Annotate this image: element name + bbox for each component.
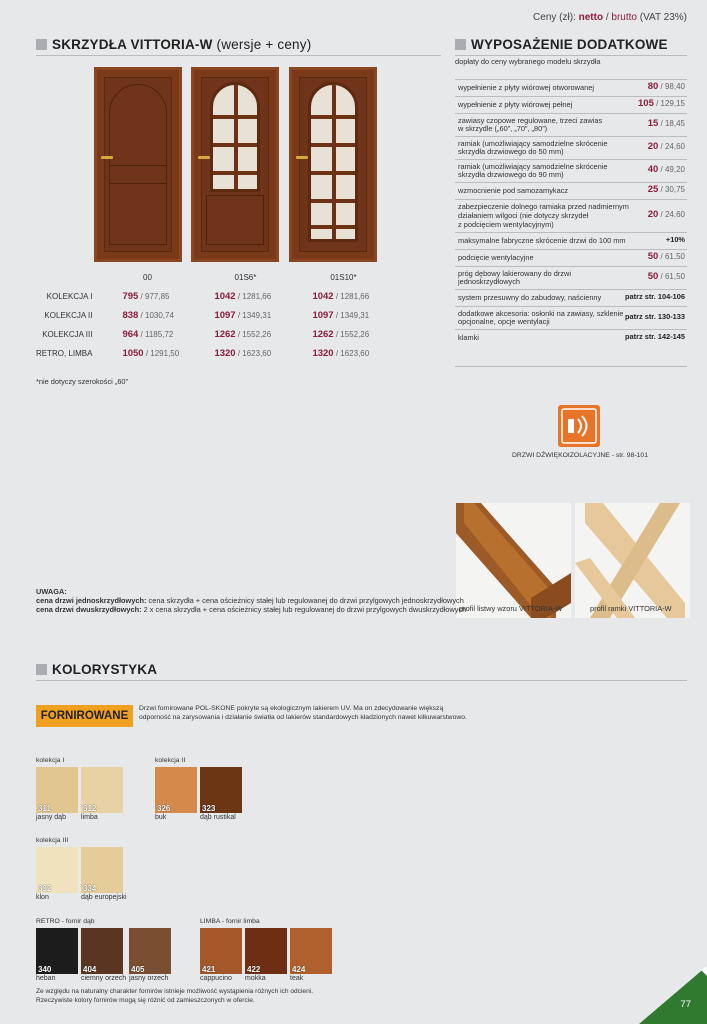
accessory-row: [455, 289, 687, 306]
accessory-label: [458, 237, 626, 246]
swatch-code: 323: [202, 804, 216, 813]
net-price: 795: [122, 291, 139, 302]
page-number: 77: [680, 999, 691, 1010]
colors-disclaimer: [36, 988, 313, 1005]
accessory-label-line: opcjonalne, opcje wentylacji: [458, 317, 550, 327]
profile-strip-caption: profil listwy wzoru VITTORIA-W: [459, 604, 563, 613]
price-legend-slash: /: [603, 12, 612, 23]
net-price: 105: [638, 98, 654, 109]
net-price: 15: [647, 118, 659, 129]
door-image-01s6: [191, 67, 279, 262]
swatch-color: [129, 928, 171, 974]
door-leaves-title-text: SKRZYDŁA VITTORIA-W: [52, 37, 213, 52]
section-square-icon: [455, 39, 466, 50]
left-title-divider: [36, 55, 441, 56]
net-price: 1042: [312, 291, 334, 302]
swatch-code: 311: [38, 804, 51, 813]
net-price: 80: [647, 81, 659, 92]
notes: [36, 587, 466, 615]
swatch-color: [36, 847, 78, 893]
swatch-group-label: RETRO - fornir dąb: [36, 918, 95, 925]
model-00: 00: [143, 273, 152, 282]
accessory-label: [458, 310, 623, 328]
swatch-name: klon: [36, 894, 49, 901]
disclaimer-line1: Ze względu na naturalny charakter fornirów istnieje możliwość wystąpienia różnych ich odcieni.: [36, 988, 314, 995]
gross-price: 1281,66: [340, 292, 370, 301]
accessory-label-line: maksymalne fabryczne skrócenie drzwi do 100 mm: [458, 236, 626, 246]
swatch-group: [36, 837, 127, 901]
door-handle-icon: [296, 156, 308, 159]
model-01s6: 01S6*: [234, 273, 257, 282]
accessory-label-line: wypełnienie z płyty wiórowej otworowanej: [458, 83, 594, 93]
accessory-label-line: zawiasy czopowe regulowane, trzeci zawias: [458, 115, 603, 125]
accessory-label-line: skrzydła drzwiowego do 50 mm): [458, 147, 564, 157]
accessories-title-text: WYPOSAŻENIE DODATKOWE: [471, 37, 668, 52]
swatch-name: mokka: [245, 975, 266, 982]
swatch-item: [200, 767, 242, 821]
swatch-color: [200, 767, 242, 813]
gross-price: 1030,74: [145, 311, 174, 320]
note-double-text: 2 x cena skrzydła + cena ościeżnicy stałej lub regulowanej do drzwi przylgowych dwuskrzydłowych: [141, 605, 467, 615]
swatch-name: buk: [155, 814, 167, 821]
accessory-price: 50 / 61,50: [647, 251, 685, 262]
colors-title: [36, 662, 157, 677]
door-image-00: [94, 67, 182, 262]
swatch-group: [155, 757, 242, 821]
note-single-text: cena skrzydła + cena ościeżnicy stałej lub regulowanej do drzwi przylgowych jednoskrzydłowych: [146, 596, 464, 606]
door-footnote: *nie dotyczy szerokości „60”: [36, 377, 129, 386]
gross-price: 129,15: [660, 99, 685, 108]
swatch-color: [290, 928, 332, 974]
accessory-label: [458, 187, 568, 196]
swatch-code: 405: [131, 965, 145, 974]
swatch-name: cappucino: [200, 975, 232, 982]
accessory-label: [458, 101, 572, 110]
accessory-price-text: +10%: [665, 235, 685, 244]
accessory-row: [455, 182, 687, 199]
accessory-price: 25 / 30,75: [647, 184, 685, 195]
swatch-group-label: kolekcja III: [36, 837, 69, 844]
door-image-01s10: [289, 67, 377, 262]
swatch-item: [245, 928, 287, 982]
accessory-label: [458, 294, 601, 303]
veneered-desc-line2: odporność na zarysowania i działanie światła od lakierów standardowych kładzionych nawet kilkuwarstwowo.: [139, 714, 467, 721]
swatch-color: [81, 928, 123, 974]
swatch-color: [200, 928, 242, 974]
accessories-bottom-divider: [455, 366, 687, 367]
swatch-item: [290, 928, 332, 982]
accessory-label-line: system przesuwny do zabudowy, naścienny: [458, 293, 602, 303]
notes-title: UWAGA:: [36, 587, 67, 596]
gross-price: 49,20: [664, 165, 685, 174]
section-square-icon: [36, 664, 47, 675]
accessory-price: 40 / 49,20: [647, 164, 685, 175]
swatch-item: [36, 928, 78, 982]
row-label: KOLEKCJA I: [46, 292, 93, 301]
accessory-price: 80 / 98,40: [647, 81, 685, 92]
swatch-code: 312: [83, 804, 97, 813]
profile-frame-caption: profil ramki VITTORIA-W: [590, 604, 672, 613]
accessory-price: 20 / 24,60: [647, 209, 685, 220]
price-legend-brutto: brutto: [611, 12, 637, 23]
swatch-item: [155, 767, 197, 821]
veneered-badge: FORNIROWANE: [36, 705, 133, 727]
gross-price: 1349,31: [340, 311, 370, 320]
net-price: 50: [647, 251, 659, 262]
door-leaves-title: [36, 37, 311, 52]
right-title-divider: [455, 55, 687, 56]
accessory-row: [455, 232, 687, 249]
accessory-label: [458, 117, 602, 135]
gross-price: 1281,66: [242, 292, 272, 301]
door-bottom-panel: [109, 165, 167, 245]
accessory-price-text: patrz str. 130-133: [625, 312, 685, 321]
accessory-label: [458, 334, 479, 343]
swatch-item: [200, 928, 242, 982]
gross-price: 1349,31: [242, 311, 272, 320]
swatch-item: [81, 767, 123, 821]
door-bottom-panel: [206, 195, 264, 245]
accessory-price: 15 / 18,45: [647, 118, 685, 129]
table-row: RETRO, LIMBA 1050 / 1291,50 1320 / 1623,60 1320 / 1623,60: [36, 344, 392, 363]
net-price: 964: [122, 329, 139, 340]
net-price: 1320: [214, 348, 236, 359]
gross-price: 1623,60: [242, 349, 272, 358]
accessory-label-line: klamki: [458, 333, 479, 343]
table-row: KOLEKCJA I 795 / 977,85 1042 / 1281,66 1042 / 1281,66: [36, 287, 392, 306]
swatch-group-label: kolekcja I: [36, 757, 65, 764]
gross-price: 18,45: [664, 119, 685, 128]
accessory-label-line: w skrzydle („60”, „70”, „80”): [458, 124, 548, 134]
accessory-row: [455, 306, 687, 329]
door-glass: [210, 82, 260, 192]
gross-price: 61,50: [664, 252, 685, 261]
accessory-row: [455, 199, 687, 232]
accessory-row: [455, 79, 687, 96]
accessory-label: [458, 140, 608, 158]
accessory-price-text: patrz str. 104-106: [625, 292, 685, 301]
swatch-name: heban: [36, 975, 56, 982]
swatch-code: 334: [83, 884, 97, 893]
swatch-name: teak: [290, 975, 304, 982]
accessory-label-line: ramiak (umożliwiający samodzielne skrócenie: [458, 161, 608, 171]
swatch-group: [36, 918, 171, 982]
accessory-label-line: dodatkowe akcesoria: osłonki na zawiasy, szklenie: [458, 308, 624, 318]
net-price: 1320: [312, 348, 334, 359]
accessory-label-line: skrzydła drzwiowego do 90 mm): [458, 170, 564, 180]
colors-title-divider: [36, 680, 687, 681]
net-price: 20: [647, 209, 659, 220]
swatch-group: [200, 918, 332, 982]
swatch-color: [36, 928, 78, 974]
swatch-name: ciemny orzech: [81, 975, 127, 982]
accessory-row: [455, 96, 687, 113]
swatch-item: [36, 847, 78, 901]
gross-price: 24,60: [664, 210, 685, 219]
accessory-price: [666, 236, 685, 245]
swatch-color: [245, 928, 287, 974]
accessory-price: 50 / 61,50: [647, 271, 685, 282]
swatch-group: [36, 757, 123, 821]
gross-price: 30,75: [664, 185, 685, 194]
accessory-label: [458, 203, 629, 229]
accessory-price: [625, 333, 685, 342]
accessory-price-text: patrz str. 142-145: [625, 332, 685, 341]
swatch-color: [36, 767, 78, 813]
net-price: 838: [122, 310, 139, 321]
section-square-icon: [36, 39, 47, 50]
soundproof-icon: [558, 405, 600, 447]
accessory-label-line: ramiak (umożliwiający samodzielne skrócenie: [458, 138, 608, 148]
swatch-code: 340: [38, 965, 52, 974]
accessory-label-line: z podcięciem wentylacyjnym): [458, 219, 554, 229]
net-price: 1262: [312, 329, 334, 340]
net-price: 20: [647, 141, 659, 152]
accessory-label: [458, 270, 571, 288]
door-handle-icon: [101, 156, 113, 159]
row-label: KOLEKCJA III: [42, 330, 93, 339]
gross-price: 977,85: [145, 292, 170, 301]
net-price: 50: [647, 271, 659, 282]
door-leaves-subtitle: (wersje + ceny): [216, 37, 312, 52]
swatch-item: [129, 928, 171, 982]
accessory-row: [455, 266, 687, 289]
swatch-code: 404: [83, 965, 97, 974]
accessory-price: [625, 313, 685, 322]
net-price: 1097: [214, 310, 236, 321]
gross-price: 61,50: [664, 272, 685, 281]
veneered-description: [139, 704, 467, 722]
accessory-label: [458, 163, 608, 181]
swatch-group-label: kolekcja II: [155, 757, 186, 764]
table-row: KOLEKCJA III 964 / 1185,72 1262 / 1552,26 1262 / 1552,26: [36, 325, 392, 344]
accessory-row: [455, 159, 687, 182]
page-corner: [639, 966, 707, 1024]
swatch-item: [81, 928, 126, 982]
swatch-code: 421: [202, 965, 216, 974]
net-price: 25: [647, 184, 659, 195]
veneered-desc-line1: Drzwi fornirowane POL-SKONE pokryte są ekologicznym lakierem UV. Ma on zdecydowanie większą: [139, 705, 444, 712]
net-price: 1050: [122, 348, 144, 359]
swatch-name: jasny orzech: [129, 975, 169, 982]
swatch-item: [36, 767, 78, 821]
net-price: 1097: [312, 310, 334, 321]
disclaimer-line2: Rzeczywiste kolory fornirów mogą się różnić od zamieszczonych w ofercie.: [36, 996, 255, 1004]
swatch-group-label: LIMBA - fornir limba: [200, 918, 260, 925]
swatch-color: [81, 847, 123, 893]
accessory-label-line: wzmocnienie pod samozamykacz: [458, 186, 569, 196]
gross-price: 1291,50: [150, 349, 180, 358]
swatch-code: 332: [38, 884, 52, 893]
accessory-label-line: wypełnienie z płyty wiórowej pełnej: [458, 100, 573, 110]
accessory-price: 105 / 129,15: [638, 98, 685, 109]
accessory-row: [455, 113, 687, 136]
model-01s10: 01S10*: [330, 273, 357, 282]
accessory-price: [625, 293, 685, 302]
row-label: RETRO, LIMBA: [36, 349, 93, 358]
profile-frame-image: [575, 503, 690, 618]
swatch-code: 326: [157, 804, 171, 813]
accessory-label: [458, 254, 534, 263]
swatch-name: jasny dąb: [36, 814, 66, 821]
accessory-label: [458, 84, 594, 93]
accessories-title: [455, 37, 668, 52]
door-glass: [308, 82, 358, 242]
net-price: 1262: [214, 329, 236, 340]
net-price: 40: [647, 164, 659, 175]
price-legend-prefix: Ceny (zł):: [533, 12, 579, 23]
gross-price: 98,40: [664, 82, 685, 91]
door-handle-icon: [198, 156, 210, 159]
swatch-color: [155, 767, 197, 813]
swatch-item: [81, 847, 127, 901]
accessory-row: [455, 329, 687, 346]
note-double-bold: cena drzwi dwuskrzydłowych:: [36, 605, 142, 615]
accessory-label-line: działaniem wilgoci (nie dotyczy skrzydeł: [458, 211, 589, 221]
price-legend: [533, 12, 687, 23]
swatch-name: dąb rustikal: [200, 814, 236, 821]
accessory-label-line: podcięcie wentylacyjne: [458, 253, 534, 263]
accessories-note: dopłaty do ceny wybranego modelu skrzydła: [455, 57, 601, 66]
swatch-name: dąb europejski: [81, 894, 127, 901]
swatch-code: 422: [247, 965, 261, 974]
price-legend-vat: (VAT 23%): [636, 12, 687, 23]
soundproof-caption: DRZWI DŹWIĘKOIZOLACYJNE - str. 98-101: [512, 452, 648, 459]
door-price-table: [36, 268, 392, 363]
gross-price: 1552,26: [340, 330, 370, 339]
accessory-label-line: zabezpieczenie dolnego ramiaka przed nadmiernym: [458, 202, 629, 212]
colors-title-text: KOLORYSTYKA: [52, 662, 158, 677]
accessory-label-line: jednoskrzydłowych: [458, 277, 521, 287]
swatch-name: limba: [81, 814, 98, 821]
profile-strip-image: [456, 503, 571, 618]
gross-price: 24,60: [664, 142, 685, 151]
swatch-code: 424: [292, 965, 306, 974]
row-label: KOLEKCJA II: [44, 311, 93, 320]
swatch-color: [81, 767, 123, 813]
note-single-bold: cena drzwi jednoskrzydłowych:: [36, 596, 147, 606]
accessory-row: [455, 136, 687, 159]
net-price: 1042: [214, 291, 236, 302]
accessory-price: 20 / 24,60: [647, 141, 685, 152]
accessory-row: [455, 249, 687, 266]
price-legend-netto: netto: [578, 12, 604, 23]
gross-price: 1552,26: [242, 330, 272, 339]
gross-price: 1185,72: [145, 330, 174, 339]
table-row: KOLEKCJA II 838 / 1030,74 1097 / 1349,31 1097 / 1349,31: [36, 306, 392, 325]
table-row-header: [36, 268, 392, 287]
gross-price: 1623,60: [340, 349, 370, 358]
accessory-label-line: próg dębowy lakierowany do drzwi: [458, 268, 571, 278]
